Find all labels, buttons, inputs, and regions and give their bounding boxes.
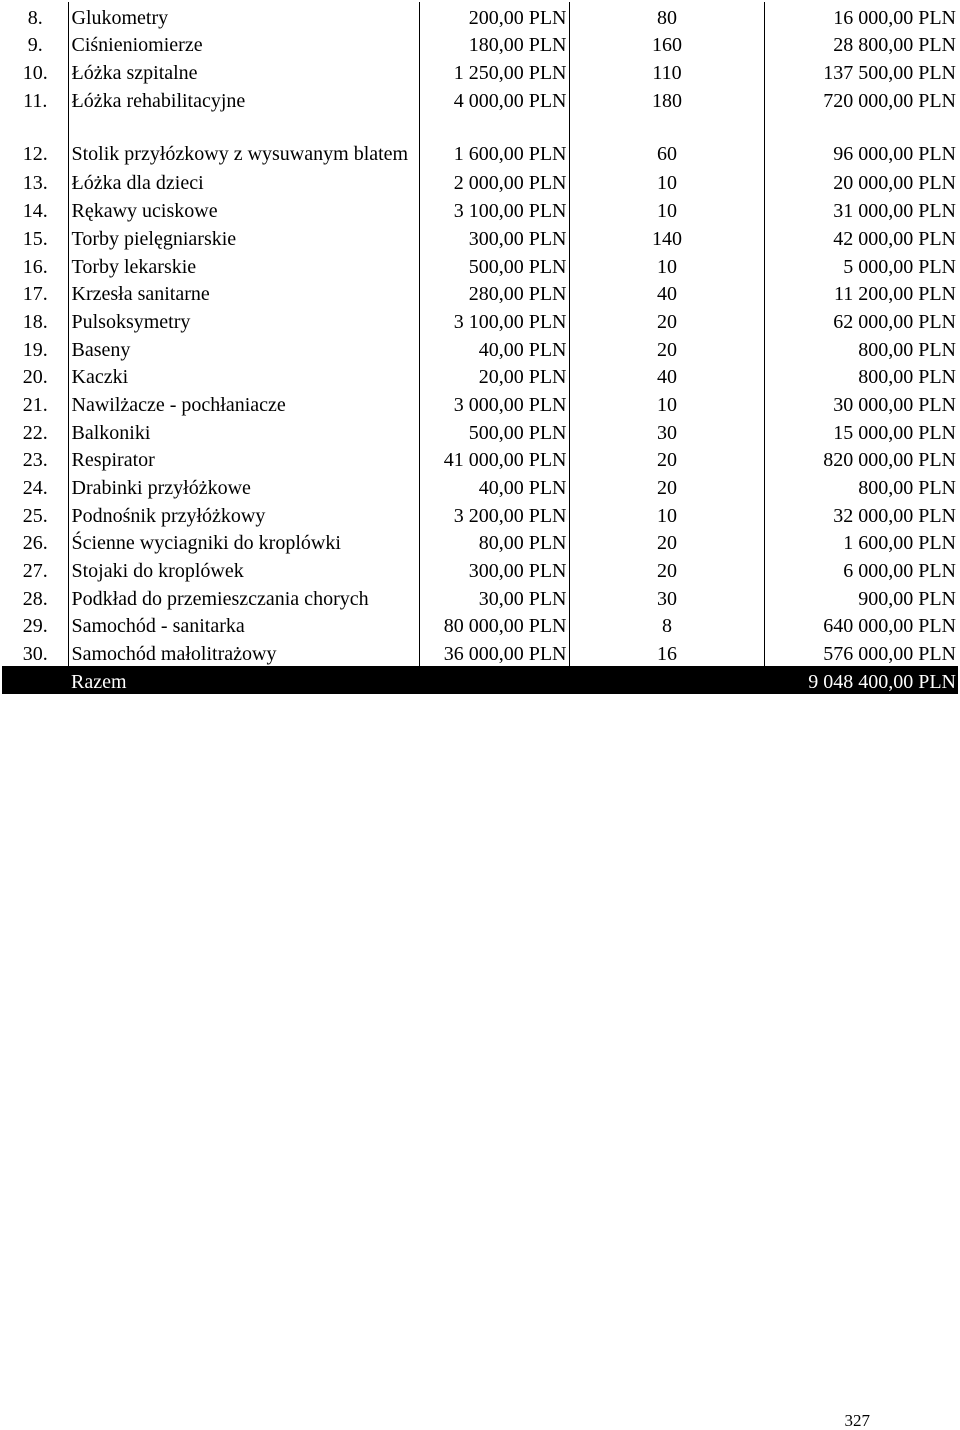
item-name-cell: Balkoniki — [68, 417, 419, 445]
total-value-cell: 800,00 PLN — [858, 366, 956, 389]
table-row — [2, 472, 958, 500]
item-name-cell: Podnośnik przyłóżkowy — [68, 500, 419, 528]
total-value-cell: 11 200,00 PLN — [833, 283, 956, 306]
total-value-cell: 20 000,00 PLN — [833, 172, 956, 195]
cost-table — [2, 2, 958, 694]
unit-price-cell: 40,00 PLN — [419, 334, 569, 362]
unit-price-cell: 36 000,00 PLN — [419, 638, 569, 667]
total-value-cell: 96 000,00 PLN — [833, 142, 956, 165]
item-number-cell: 14. — [2, 195, 68, 223]
item-number-cell: 24. — [2, 472, 68, 500]
item-number-cell: 10. — [2, 57, 68, 85]
item-number-cell: 20. — [2, 362, 68, 390]
quantity-cell: 20 — [569, 445, 764, 473]
item-name-cell: Łóżka dla dzieci — [68, 168, 419, 196]
table-row — [2, 168, 958, 196]
item-name-cell: Ciśnieniomierze — [68, 30, 419, 58]
total-value-cell: 15 000,00 PLN — [833, 421, 956, 444]
item-name-cell: Krzesła sanitarne — [68, 279, 419, 307]
unit-price-cell: 3 000,00 PLN — [419, 389, 569, 417]
item-number-cell: 23. — [2, 445, 68, 473]
item-number-cell: 13. — [2, 168, 68, 196]
item-number-cell: 27. — [2, 555, 68, 583]
unit-price-cell: 4 000,00 PLN — [419, 85, 569, 113]
total-value-cell: 137 500,00 PLN — [823, 62, 956, 85]
unit-price-cell: 3 200,00 PLN — [419, 500, 569, 528]
total-row — [2, 667, 958, 694]
unit-price-cell: 180,00 PLN — [419, 30, 569, 58]
item-number-cell: 18. — [2, 306, 68, 334]
item-number-cell: 8. — [2, 2, 68, 30]
total-value-cell: 42 000,00 PLN — [833, 227, 956, 250]
table-row — [2, 251, 958, 279]
table-row — [2, 611, 958, 639]
table-row — [2, 583, 958, 611]
item-number-cell: 30. — [2, 638, 68, 667]
item-name-cell: Samochód - sanitarka — [68, 611, 419, 639]
quantity-cell: 140 — [569, 223, 764, 251]
item-name-cell: Torby pielęgniarskie — [68, 223, 419, 251]
table-row — [2, 638, 958, 667]
total-value-cell: 28 800,00 PLN — [833, 34, 956, 57]
quantity-cell: 10 — [569, 389, 764, 417]
quantity-cell: 110 — [569, 57, 764, 85]
item-number-cell: 15. — [2, 223, 68, 251]
table-row — [2, 279, 958, 307]
table-row — [2, 30, 958, 58]
total-value-cell: 5 000,00 PLN — [843, 255, 956, 278]
quantity-cell: 10 — [569, 251, 764, 279]
quantity-cell: 160 — [569, 30, 764, 58]
table-row — [2, 85, 958, 113]
table-row — [2, 223, 958, 251]
unit-price-cell: 20,00 PLN — [419, 362, 569, 390]
table-body — [2, 2, 958, 694]
total-value-cell: 900,00 PLN — [858, 587, 956, 610]
item-name-cell: Samochód małolitrażowy — [68, 638, 419, 667]
item-name-cell: Respirator — [68, 445, 419, 473]
item-number-cell: 16. — [2, 251, 68, 279]
table-row — [2, 445, 958, 473]
quantity-cell: 30 — [569, 583, 764, 611]
unit-price-cell: 280,00 PLN — [419, 279, 569, 307]
item-name-cell: Torby lekarskie — [68, 251, 419, 279]
item-name-cell: Pulsoksymetry — [68, 306, 419, 334]
item-number-cell: 12. — [2, 113, 68, 168]
unit-price-cell: 80,00 PLN — [419, 528, 569, 556]
quantity-cell: 20 — [569, 472, 764, 500]
total-value-cell: 31 000,00 PLN — [833, 200, 956, 223]
quantity-cell: 20 — [569, 528, 764, 556]
unit-price-cell: 30,00 PLN — [419, 583, 569, 611]
total-value-cell: 16 000,00 PLN — [833, 6, 956, 29]
item-name-cell: Stojaki do kroplówek — [68, 555, 419, 583]
unit-price-cell: 41 000,00 PLN — [419, 445, 569, 473]
total-value-cell: 6 000,00 PLN — [843, 560, 956, 583]
total-value-cell: 62 000,00 PLN — [833, 310, 956, 333]
table-row — [2, 417, 958, 445]
item-number-cell: 29. — [2, 611, 68, 639]
item-name-cell: Glukometry — [68, 2, 419, 30]
item-name-cell: Łóżka rehabilitacyjne — [68, 85, 419, 113]
item-number-cell: 28. — [2, 583, 68, 611]
item-number-cell: 22. — [2, 417, 68, 445]
unit-price-cell: 300,00 PLN — [419, 555, 569, 583]
total-value-cell: 720 000,00 PLN — [823, 89, 956, 112]
quantity-cell: 80 — [569, 2, 764, 30]
quantity-cell: 20 — [569, 555, 764, 583]
unit-price-cell: 40,00 PLN — [419, 472, 569, 500]
item-name-cell: Nawilżacze - pochłaniacze — [68, 389, 419, 417]
total-label-cell — [68, 667, 419, 694]
unit-price-cell: 1 600,00 PLN — [419, 113, 569, 168]
item-name-cell: Ścienne wyciagniki do kroplówki — [68, 528, 419, 556]
total-value-cell: 800,00 PLN — [858, 338, 956, 361]
quantity-cell: 20 — [569, 306, 764, 334]
total-label: Razem — [71, 671, 127, 694]
unit-price-cell: 80 000,00 PLN — [419, 611, 569, 639]
item-name-cell: Łóżka szpitalne — [68, 57, 419, 85]
total-value-cell: 576 000,00 PLN — [764, 638, 958, 667]
total-empty-cell — [419, 667, 569, 694]
item-name-cell: Stolik przyłózkowy z wysuwanym blatem — [68, 113, 419, 168]
quantity-cell: 30 — [569, 417, 764, 445]
table-row — [2, 334, 958, 362]
table-row — [2, 113, 958, 168]
unit-price-cell: 500,00 PLN — [419, 251, 569, 279]
total-value-cell: 640 000,00 PLN — [823, 615, 956, 638]
unit-price-cell: 1 250,00 PLN — [419, 57, 569, 85]
table-row — [2, 362, 958, 390]
item-name-cell: Drabinki przyłóżkowe — [68, 472, 419, 500]
total-value-cell: 820 000,00 PLN — [823, 449, 956, 472]
item-number-cell: 19. — [2, 334, 68, 362]
total-value-cell: 32 000,00 PLN — [833, 504, 956, 527]
total-spacer-cell — [2, 667, 68, 694]
item-number-cell: 17. — [2, 279, 68, 307]
page-number: 327 — [844, 1411, 870, 1430]
table-row — [2, 2, 958, 30]
quantity-cell: 8 — [569, 611, 764, 639]
item-name-cell: Baseny — [68, 334, 419, 362]
table-row — [2, 389, 958, 417]
item-number-cell: 9. — [2, 30, 68, 58]
total-value-cell — [569, 667, 958, 694]
unit-price-cell: 3 100,00 PLN — [419, 195, 569, 223]
table-row — [2, 555, 958, 583]
quantity-cell: 10 — [569, 195, 764, 223]
table-row — [2, 195, 958, 223]
table-row — [2, 500, 958, 528]
item-name-cell: Kaczki — [68, 362, 419, 390]
quantity-cell: 180 — [569, 85, 764, 113]
quantity-cell: 10 — [569, 500, 764, 528]
item-number-cell: 26. — [2, 528, 68, 556]
unit-price-cell: 300,00 PLN — [419, 223, 569, 251]
quantity-cell: 40 — [569, 362, 764, 390]
table-row — [2, 57, 958, 85]
unit-price-cell: 3 100,00 PLN — [419, 306, 569, 334]
item-number-cell: 25. — [2, 500, 68, 528]
quantity-cell: 10 — [569, 168, 764, 196]
unit-price-cell: 2 000,00 PLN — [419, 168, 569, 196]
quantity-cell: 40 — [569, 279, 764, 307]
item-name-cell: Rękawy uciskowe — [68, 195, 419, 223]
quantity-cell: 60 — [569, 113, 764, 168]
quantity-cell: 20 — [569, 334, 764, 362]
total-value: 9 048 400,00 PLN — [808, 671, 956, 694]
table-row — [2, 306, 958, 334]
item-name-cell: Podkład do przemieszczania chorych — [68, 583, 419, 611]
total-value-cell: 30 000,00 PLN — [833, 393, 956, 416]
item-number-cell: 11. — [2, 85, 68, 113]
quantity-cell: 16 — [569, 638, 764, 667]
total-value-cell: 1 600,00 PLN — [843, 532, 956, 555]
unit-price-cell: 200,00 PLN — [419, 2, 569, 30]
unit-price-cell: 500,00 PLN — [419, 417, 569, 445]
item-number-cell: 21. — [2, 389, 68, 417]
total-value-cell: 800,00 PLN — [858, 477, 956, 499]
table-row — [2, 528, 958, 556]
